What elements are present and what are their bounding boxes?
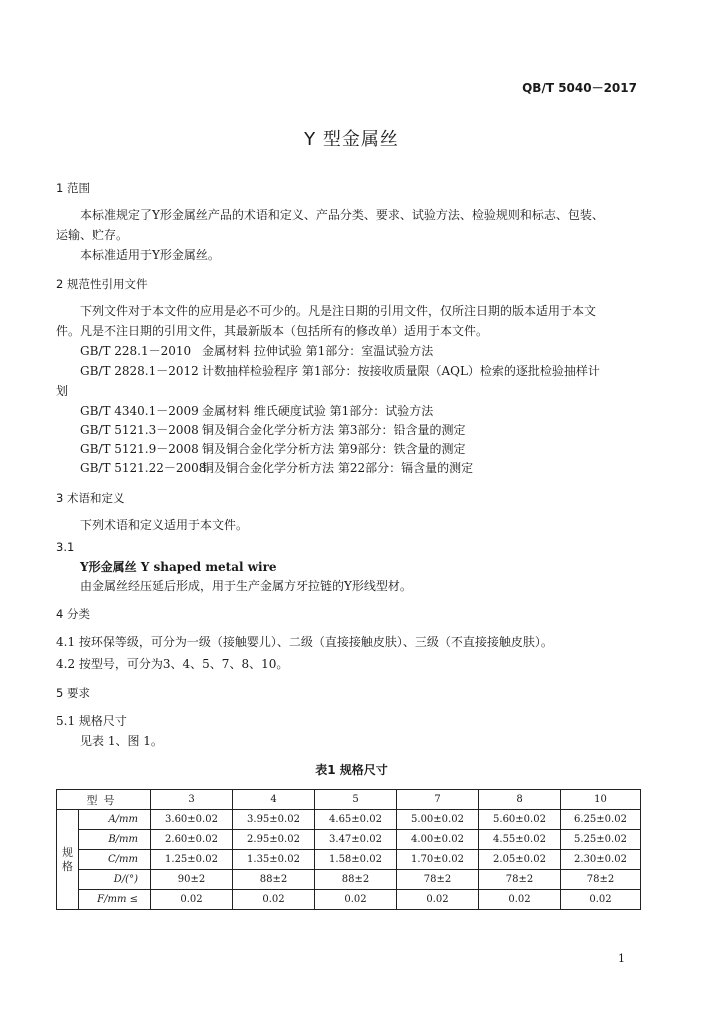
table-cell: 90±2 [151, 870, 233, 890]
table-row [57, 850, 641, 870]
clause-4-1: 4.1 按环保等级，可分为一级（接触婴儿）、二级（直接接触皮肤）、三级（不直接接触皮肤）。 [56, 635, 553, 649]
header-model: 5 [315, 790, 397, 810]
reference-code: GB/T 5121.22－2008 [80, 461, 207, 475]
table-cell: 4.65±0.02 [315, 810, 397, 830]
reference-title: 铜及铜合金化学分析方法 第3部分：铅含量的测定 [202, 423, 466, 437]
reference-title: 计数抽样检验程序 第1部分：按接收质量限（AQL）检索的逐批检验抽样计 [202, 364, 600, 378]
clause-4-2: 4.2 按型号，可分为3、4、5、7、8、10。 [56, 657, 289, 671]
row-label: F/mm ≤ [79, 890, 151, 910]
section-3-para: 下列术语和定义适用于本文件。 [80, 518, 249, 532]
table-cell: 3.47±0.02 [315, 830, 397, 850]
section-2-para-1a: 下列文件对于本文件的应用是必不可少的。凡是注日期的引用文件，仅所注日期的版本适用于本文 [80, 304, 597, 318]
reference-title: 金属材料 维氏硬度试验 第1部分：试验方法 [202, 404, 434, 418]
reference-item [80, 403, 433, 419]
term-definition: 由金属丝经压延后形成，用于生产金属方牙拉链的Y形线型材。 [80, 579, 412, 593]
section-5-para: 见表 1、图 1。 [80, 734, 163, 748]
reference-title: 铜及铜合金化学分析方法 第22部分：镉含量的测定 [202, 461, 474, 475]
table-cell: 0.02 [561, 890, 641, 910]
table-cell: 0.02 [397, 890, 479, 910]
section-1-para-1a: 本标准规定了Y形金属丝产品的术语和定义、产品分类、要求、试验方法、检验规则和标志、包装、 [80, 208, 604, 222]
reference-title: 金属材料 拉伸试验 第1部分：室温试验方法 [202, 344, 434, 358]
reference-item [80, 363, 600, 379]
table-cell: 5.25±0.02 [561, 830, 641, 850]
header-model: 10 [561, 790, 641, 810]
table-row [57, 870, 641, 890]
header-model: 7 [397, 790, 479, 810]
table-cell: 5.00±0.02 [397, 810, 479, 830]
section-1-heading: 1 范围 [56, 181, 90, 195]
table-title: 表1 规格尺寸 [315, 763, 388, 777]
reference-code: GB/T 5121.9－2008 [80, 442, 199, 456]
header-model-label: 型号 [57, 790, 151, 810]
table-cell: 78±2 [479, 870, 561, 890]
section-3-heading: 3 术语和定义 [56, 491, 125, 505]
table-cell: 78±2 [561, 870, 641, 890]
reference-item [80, 422, 465, 438]
table-cell: 4.00±0.02 [397, 830, 479, 850]
section-5-heading: 5 要求 [56, 686, 90, 700]
table-cell: 0.02 [315, 890, 397, 910]
page-number: 1 [618, 952, 625, 965]
document-title: Y 型金属丝 [304, 129, 399, 150]
header-model: 8 [479, 790, 561, 810]
table-row [57, 810, 641, 830]
section-2-para-1b: 件。凡是不注日期的引用文件，其最新版本（包括所有的修改单）适用于本文件。 [56, 324, 489, 338]
term-name: Y形金属丝 Y shaped metal wire [80, 560, 277, 574]
subsection-5-1: 5.1 规格尺寸 [56, 714, 127, 728]
row-label: B/mm [79, 830, 151, 850]
reference-code: GB/T 228.1－2010 [80, 344, 192, 358]
row-label: D/(°) [79, 870, 151, 890]
table-cell: 2.30±0.02 [561, 850, 641, 870]
table-cell: 3.95±0.02 [233, 810, 315, 830]
row-label: C/mm [79, 850, 151, 870]
table-cell: 1.25±0.02 [151, 850, 233, 870]
reference-code: GB/T 2828.1－2012 [80, 364, 199, 378]
reference-title: 铜及铜合金化学分析方法 第9部分：铁含量的测定 [202, 442, 466, 456]
table-cell: 1.35±0.02 [233, 850, 315, 870]
group-label-text: 规格 [62, 845, 73, 873]
table-cell: 2.60±0.02 [151, 830, 233, 850]
table-header-row [57, 790, 641, 810]
table-cell: 0.02 [479, 890, 561, 910]
section-1-para-1b: 运输、贮存。 [56, 228, 129, 242]
table-cell: 2.95±0.02 [233, 830, 315, 850]
table-cell: 3.60±0.02 [151, 810, 233, 830]
table-cell: 88±2 [233, 870, 315, 890]
standard-code: QB/T 5040－2017 [522, 81, 637, 95]
reference-code: GB/T 4340.1－2009 [80, 404, 199, 418]
table-cell: 0.02 [233, 890, 315, 910]
table-cell: 0.02 [151, 890, 233, 910]
row-label: A/mm [79, 810, 151, 830]
reference-item [80, 460, 473, 476]
header-model: 3 [151, 790, 233, 810]
reference-continuation: 划 [56, 384, 69, 398]
spec-table [56, 789, 641, 910]
reference-item [80, 441, 465, 457]
table-cell: 1.70±0.02 [397, 850, 479, 870]
reference-item [80, 343, 433, 359]
group-label [57, 810, 79, 910]
table-row [57, 830, 641, 850]
table-cell: 2.05±0.02 [479, 850, 561, 870]
section-1-para-2: 本标准适用于Y形金属丝。 [80, 248, 220, 262]
section-2-heading: 2 规范性引用文件 [56, 277, 148, 291]
table-cell: 4.55±0.02 [479, 830, 561, 850]
table-row [57, 890, 641, 910]
reference-code: GB/T 5121.3－2008 [80, 423, 199, 437]
table-cell: 88±2 [315, 870, 397, 890]
table-cell: 1.58±0.02 [315, 850, 397, 870]
table-cell: 5.60±0.02 [479, 810, 561, 830]
subsection-3-1: 3.1 [56, 540, 75, 554]
table-cell: 6.25±0.02 [561, 810, 641, 830]
section-4-heading: 4 分类 [56, 607, 90, 621]
table-cell: 78±2 [397, 870, 479, 890]
header-model: 4 [233, 790, 315, 810]
